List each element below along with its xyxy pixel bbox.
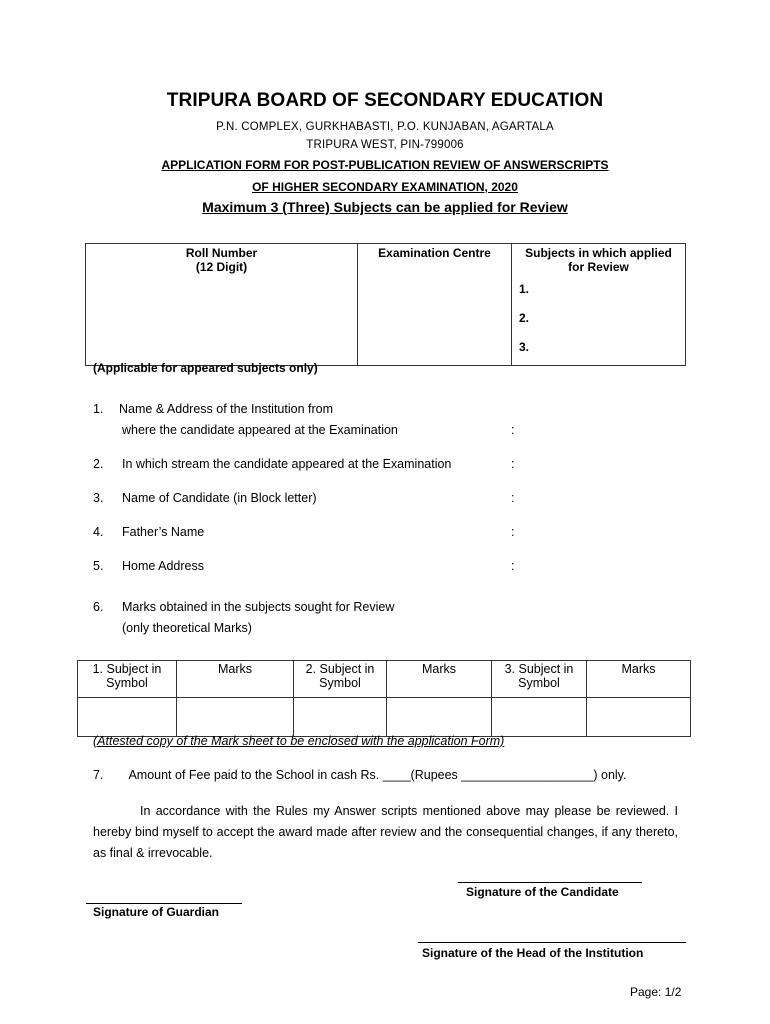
item-6-number: 6.: [93, 600, 104, 614]
roll-number-table: [85, 243, 686, 366]
marks-table: [77, 660, 691, 737]
item-7-number: 7.: [93, 768, 104, 782]
item-4-field[interactable]: :: [511, 525, 515, 539]
roll-number-cell[interactable]: [86, 244, 358, 366]
item-5-label: Home Address: [122, 559, 204, 573]
guardian-signature-label: Signature of Guardian: [93, 905, 220, 919]
item-3-label: Name of Candidate (in Block letter): [122, 491, 317, 505]
marks-value-3-input[interactable]: [587, 698, 691, 737]
item-1-label-2: where the candidate appeared at the Examination: [122, 423, 398, 437]
marks-value-1-input[interactable]: [177, 698, 294, 737]
marks-header-marks-3: Marks: [587, 661, 691, 698]
item-1-field[interactable]: :: [511, 423, 515, 437]
fee-text: Amount of Fee paid to the School in cash Rs. ____(Rupees ___________________) only.: [128, 768, 627, 782]
marks-header-subject-3: 3. Subject in Symbol: [492, 661, 587, 698]
marks-subject-3-input[interactable]: [492, 698, 587, 737]
item-6-label: Marks obtained in the subjects sought for Review: [122, 600, 395, 614]
marks-value-2-input[interactable]: [387, 698, 492, 737]
board-address-line2: TRIPURA WEST, PIN-799006: [306, 139, 464, 151]
exam-centre-cell[interactable]: [358, 244, 512, 366]
guardian-signature-line[interactable]: [86, 903, 242, 904]
candidate-signature-label: Signature of the Candidate: [466, 885, 619, 899]
item-6-label-2: (only theoretical Marks): [122, 621, 252, 635]
form-title-line1: APPLICATION FORM FOR POST-PUBLICATION REVIEW OF ANSWERSCRIPTS: [161, 158, 609, 172]
marks-header-marks-1: Marks: [177, 661, 294, 698]
board-title: TRIPURA BOARD OF SECONDARY EDUCATION: [166, 90, 604, 111]
subject-slot-1[interactable]: 1.: [519, 282, 530, 296]
subject-slot-2[interactable]: 2.: [519, 311, 530, 325]
head-signature-line[interactable]: [418, 942, 686, 943]
marks-header-marks-2: Marks: [387, 661, 492, 698]
item-5-field[interactable]: :: [511, 559, 515, 573]
subjects-applied-cell[interactable]: [512, 244, 686, 366]
item-5-number: 5.: [93, 559, 104, 573]
subjects-applied-label-2: for Review: [568, 260, 629, 274]
item-1-number: 1.: [93, 402, 104, 416]
head-signature-label: Signature of the Head of the Institution: [422, 946, 644, 960]
max-subjects-note: Maximum 3 (Three) Subjects can be applied for Review: [202, 199, 568, 215]
marks-subject-1-input[interactable]: [78, 698, 177, 737]
item-3-field[interactable]: :: [511, 491, 515, 505]
attested-note: (Attested copy of the Mark sheet to be enclosed with the application Form): [93, 734, 505, 748]
declaration-paragraph: In accordance with the Rules my Answer scripts mentioned above may please be reviewed. I hereby bind myself to accept the award made after review and the consequential changes, if any thereto, as final & irrevocable.: [93, 804, 678, 860]
item-1-label: Name & Address of the Institution from: [119, 402, 333, 416]
applicable-note: (Applicable for appeared subjects only): [93, 361, 318, 375]
marks-header-subject-2: 2. Subject in Symbol: [294, 661, 387, 698]
item-2-number: 2.: [93, 457, 104, 471]
item-2-field[interactable]: :: [511, 457, 515, 471]
subjects-applied-label: Subjects in which applied: [525, 246, 672, 260]
roll-number-digits-label: (12 Digit): [195, 260, 248, 274]
exam-centre-label: Examination Centre: [378, 246, 491, 260]
marks-header-subject-1: 1. Subject in Symbol: [78, 661, 177, 698]
item-4-number: 4.: [93, 525, 104, 539]
board-address-line1: P.N. COMPLEX, GURKHABASTI, P.O. KUNJABAN, AGARTALA: [216, 121, 554, 133]
form-title-line2: OF HIGHER SECONDARY EXAMINATION, 2020: [252, 180, 518, 194]
fee-line[interactable]: [93, 768, 626, 782]
item-4-label: Father’s Name: [122, 525, 205, 539]
item-3-number: 3.: [93, 491, 104, 505]
roll-number-label: Roll Number: [185, 246, 258, 260]
subject-slot-3[interactable]: 3.: [519, 340, 530, 354]
candidate-signature-line[interactable]: [458, 882, 642, 883]
page-number: Page: 1/2: [630, 985, 682, 999]
item-2-label: In which stream the candidate appeared at the Examination: [122, 457, 452, 471]
marks-subject-2-input[interactable]: [294, 698, 387, 737]
